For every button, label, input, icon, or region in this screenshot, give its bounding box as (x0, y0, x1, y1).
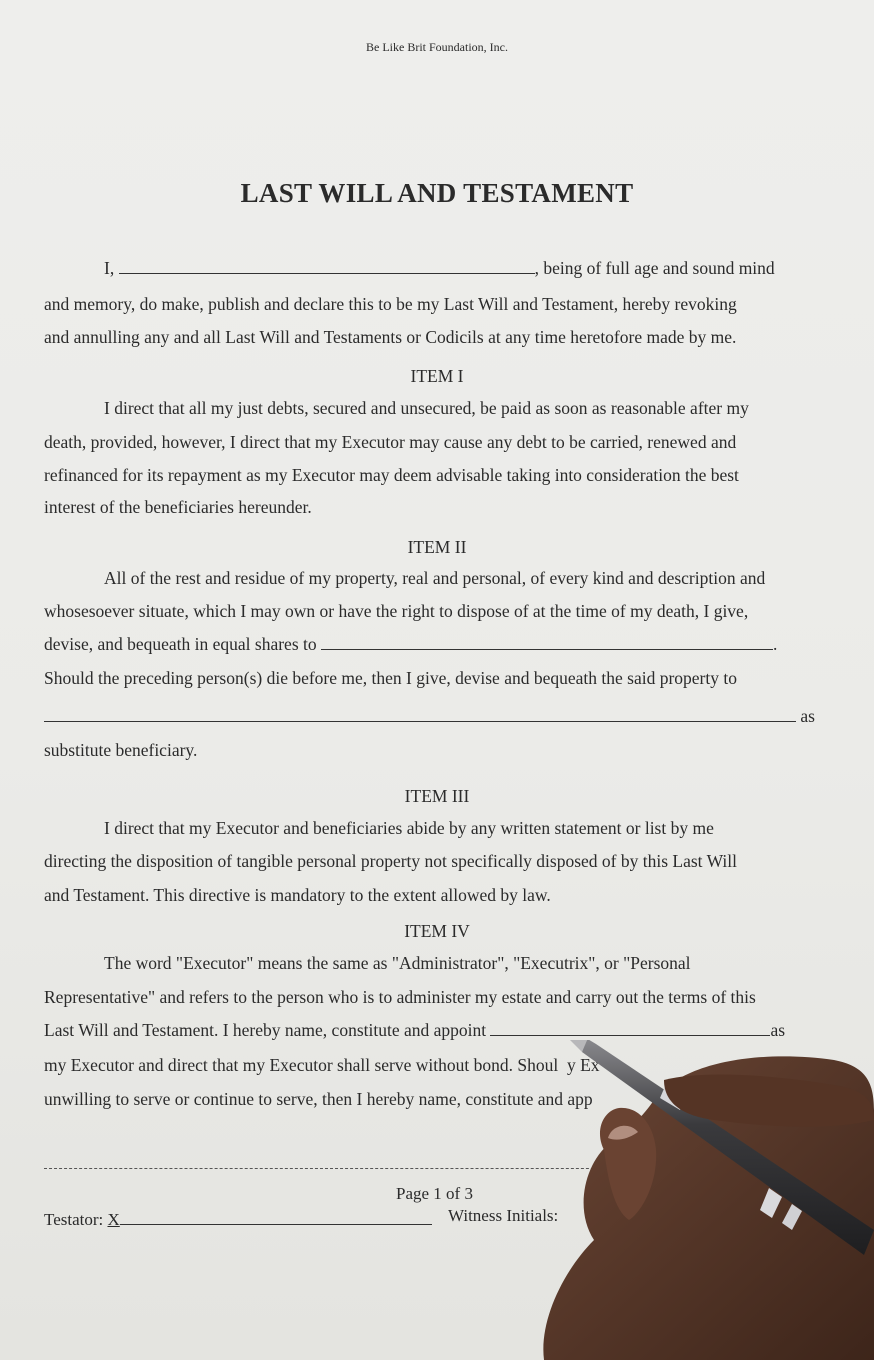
footer-dashed-divider (44, 1168, 614, 1169)
intro-line-3: and annulling any and all Last Will and Testaments or Codicils at any time heretofore made by me. (44, 327, 737, 347)
item-3-heading: ITEM III (404, 786, 470, 806)
item-4-line-1: The word "Executor" means the same as "Administrator", "Executrix", or "Personal (104, 953, 691, 973)
testator-signature-blank[interactable] (120, 1224, 432, 1225)
testator-x-mark: X (107, 1210, 120, 1229)
item-1-heading: ITEM I (410, 366, 464, 386)
item-2-heading: ITEM II (407, 537, 467, 557)
hand-with-pen (534, 1040, 874, 1360)
item-1-line-2: death, provided, however, I direct that my Executor may cause any debt to be carried, renewed and (44, 432, 737, 452)
intro-line-1 (104, 258, 775, 279)
as-text-2: as (770, 1020, 786, 1040)
witness-initials-label: Witness Initials: (448, 1206, 559, 1225)
testator-signature-row (44, 1210, 432, 1230)
item-4-heading: ITEM IV (404, 921, 470, 941)
testator-label: Testator: (44, 1210, 104, 1229)
intro-line-2: and memory, do make, publish and declare this to be my Last Will and Testament, hereby revoking (44, 294, 737, 314)
item-1-line-3: refinanced for its repayment as my Executor may deem advisable taking into consideration the best (44, 465, 739, 485)
organization-header: Be Like Brit Foundation, Inc. (366, 40, 508, 54)
executor-name-blank[interactable] (490, 1035, 770, 1036)
bequeath-text: devise, and bequeath in equal shares to (44, 634, 317, 654)
document-title: LAST WILL AND TESTAMENT (240, 178, 634, 208)
occluded-text: y Ex (566, 1055, 600, 1075)
intro-prefix: I, (104, 258, 115, 278)
item-3-line-3: and Testament. This directive is mandatory to the extent allowed by law. (44, 885, 551, 905)
item-2-line-4: Should the preceding person(s) die before me, then I give, devise and bequeath the said property to (44, 668, 737, 688)
item-1-line-4: interest of the beneficiaries hereunder. (44, 497, 312, 517)
period: . (773, 634, 778, 654)
item-1-line-1: I direct that all my just debts, secured and unsecured, be paid as soon as reasonable after my (104, 398, 749, 418)
page-number: Page 1 of 3 (396, 1184, 473, 1203)
item-4-line-5: unwilling to serve or continue to serve, then I hereby name, constitute and app (44, 1089, 593, 1109)
substitute-beneficiary-blank[interactable] (44, 721, 796, 722)
beneficiary-blank[interactable] (321, 649, 773, 650)
intro-suffix: , being of full age and sound mind (534, 258, 775, 278)
appoint-text: Last Will and Testament. I hereby name, constitute and appoint (44, 1020, 487, 1040)
item-2-line-1: All of the rest and residue of my property, real and personal, of every kind and description and (104, 568, 766, 588)
item-4-line-3 (44, 1020, 785, 1041)
item-3-line-1: I direct that my Executor and beneficiaries abide by any written statement or list by me (104, 818, 714, 838)
item-3-line-2: directing the disposition of tangible personal property not specifically disposed of by this Last Will (44, 851, 738, 871)
item-2-line-2: whosesoever situate, which I may own or have the right to dispose of at the time of my death, I give, (44, 601, 749, 621)
item-2-line-6: substitute beneficiary. (44, 740, 198, 760)
testator-name-blank[interactable] (119, 273, 535, 274)
executor-bond-text: my Executor and direct that my Executor shall serve without bond. Shoul (44, 1055, 559, 1075)
item-4-line-2: Representative" and refers to the person who is to administer my estate and carry out the terms of this (44, 987, 756, 1007)
item-2-line-3 (44, 634, 777, 655)
item-2-line-5 (44, 706, 815, 727)
as-text: as (800, 706, 815, 726)
item-4-line-4 (44, 1055, 600, 1076)
